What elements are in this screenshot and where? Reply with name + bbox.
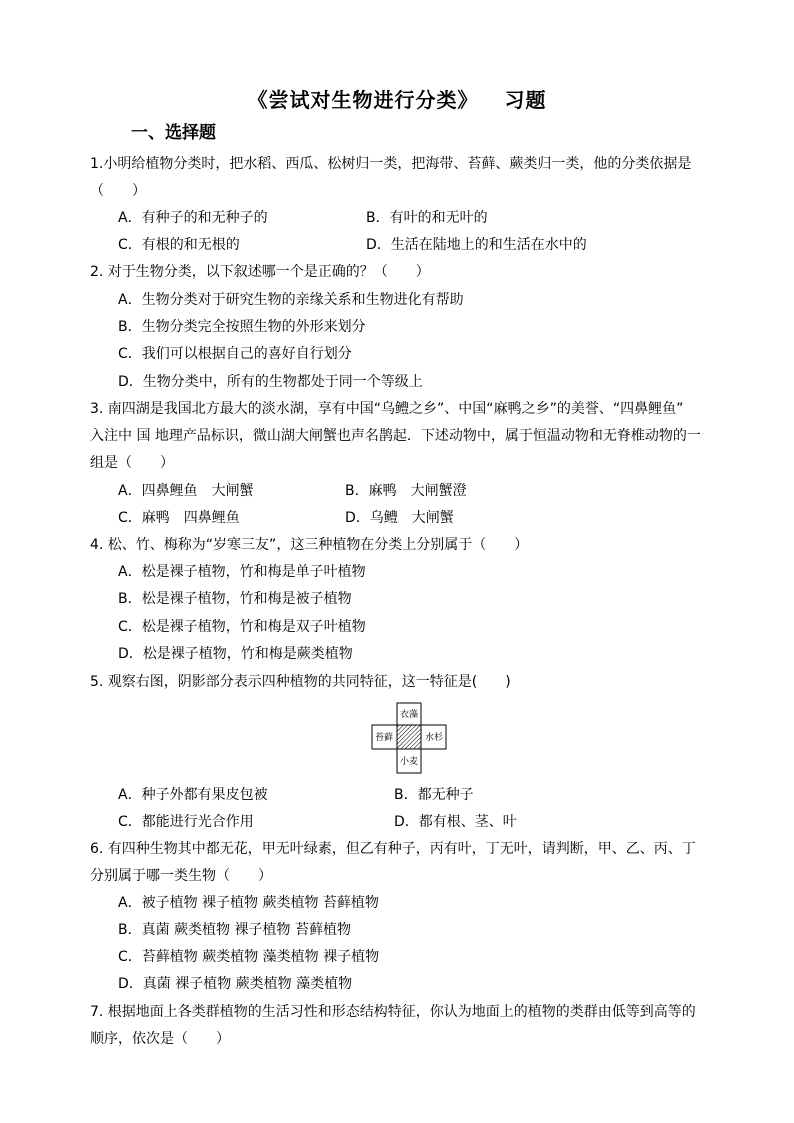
question-1-option-c: C．有根的和无根的 (118, 237, 240, 253)
question-2-option-b: B．生物分类完全按照生物的外形来划分 (118, 319, 366, 335)
question-4-stem: 4. 松、竹、梅称为“岁寒三友”，这三种植物在分类上分别属于（ ） (90, 537, 529, 553)
question-4-option-b: B．松是裸子植物，竹和梅是被子植物 (118, 591, 352, 607)
question-6-option-b: B．真菌 蕨类植物 裸子植物 苔藓植物 (118, 922, 351, 938)
question-6-stem-line-1: 6. 有四种生物其中都无花，甲无叶绿素，但乙有种子，丙有叶，丁无叶，请判断，甲、乙、丙、丁 (90, 841, 696, 857)
shared-feature-hatch (397, 725, 421, 749)
question-5-option-b: B．都无种子 (394, 787, 474, 803)
question-3-option-b: B．麻鸭 大闸蟹澄 (345, 483, 467, 499)
question-2-stem: 2. 对于生物分类，以下叙述哪一个是正确的？（ ） (90, 264, 430, 280)
title-suffix: 习题 (504, 88, 547, 112)
question-4-option-d: D．松是裸子植物，竹和梅是蕨类植物 (118, 646, 353, 662)
question-5-option-c: C．都能进行光合作用 (118, 814, 254, 830)
section-heading: 一、选择题 (131, 123, 216, 143)
question-7-stem-line-1: 7. 根据地面上各类群植物的生活习性和形态结构特征，你认为地面上的植物的类群由低等到高等的 (90, 1004, 696, 1020)
question-6-option-a: A．被子植物 裸子植物 蕨类植物 苔藓植物 (118, 895, 379, 911)
question-4-option-a: A．松是裸子植物，竹和梅是单子叶植物 (118, 564, 366, 580)
title-main: 《尝试对生物进行分类》 (247, 88, 479, 112)
question-1-option-b: B．有叶的和无叶的 (366, 210, 488, 226)
question-2-option-c: C．我们可以根据自己的喜好自行划分 (118, 346, 352, 362)
question-3-option-c: C．麻鸭 四鼻鲤鱼 (118, 510, 240, 526)
question-2-option-d: D．生物分类中，所有的生物都处于同一个等级上 (118, 374, 423, 390)
label-bottom-plant: 小麦 (399, 757, 419, 767)
question-5-option-d: D．都有根、茎、叶 (394, 814, 517, 830)
question-3-stem-line-3: 组是（ ） (90, 455, 174, 471)
question-5-stem: 5. 观察右图，阴影部分表示四种植物的共同特征，这一特征是( ) (90, 674, 511, 690)
question-3-option-d: D．乌鳢 大闸蟹 (345, 510, 454, 526)
question-3-stem-line-2: 入注中 国 地理产品标识，微山湖大闸蟹也声名鹊起．下述动物中，属于恒温动物和无脊椎动物的一 (90, 428, 701, 444)
label-top-plant: 衣藻 (399, 710, 419, 720)
cross-diagram-svg (371, 702, 447, 774)
plant-cross-diagram (371, 702, 447, 774)
question-1-stem-line-1: 1.小明给植物分类时，把水稻、西瓜、松树归一类，把海带、苔藓、蕨类归一类，他的分类依据是 (90, 156, 692, 172)
question-3-option-a: A．四鼻鲤鱼 大闸蟹 (118, 483, 254, 499)
question-6-option-c: C．苔藓植物 蕨类植物 藻类植物 裸子植物 (118, 949, 380, 965)
page-title (0, 84, 794, 113)
question-1-option-d: D．生活在陆地上的和生活在水中的 (366, 237, 587, 253)
question-2-option-a: A．生物分类对于研究生物的亲缘关系和生物进化有帮助 (118, 292, 464, 308)
question-6-stem-line-2: 分别属于哪一类生物（ ） (90, 868, 272, 884)
question-4-option-c: C．松是裸子植物，竹和梅是双子叶植物 (118, 619, 366, 635)
question-1-stem-line-2: （ ） (90, 183, 146, 199)
question-7-stem-line-2: 顺序，依次是（ ） (90, 1031, 230, 1047)
label-right-plant: 水杉 (424, 733, 444, 743)
question-6-option-d: D．真菌 裸子植物 蕨类植物 藻类植物 (118, 976, 353, 992)
label-left-plant: 苔藓 (374, 733, 394, 743)
question-1-option-a: A．有种子的和无种子的 (118, 210, 268, 226)
question-3-stem-line-1: 3. 南四湖是我国北方最大的淡水湖，享有中国“乌鳢之乡”、中国“麻鸭之乡”的美誉、“四鼻鲤鱼” (90, 401, 684, 417)
question-5-option-a: A．种子外都有果皮包被 (118, 787, 268, 803)
